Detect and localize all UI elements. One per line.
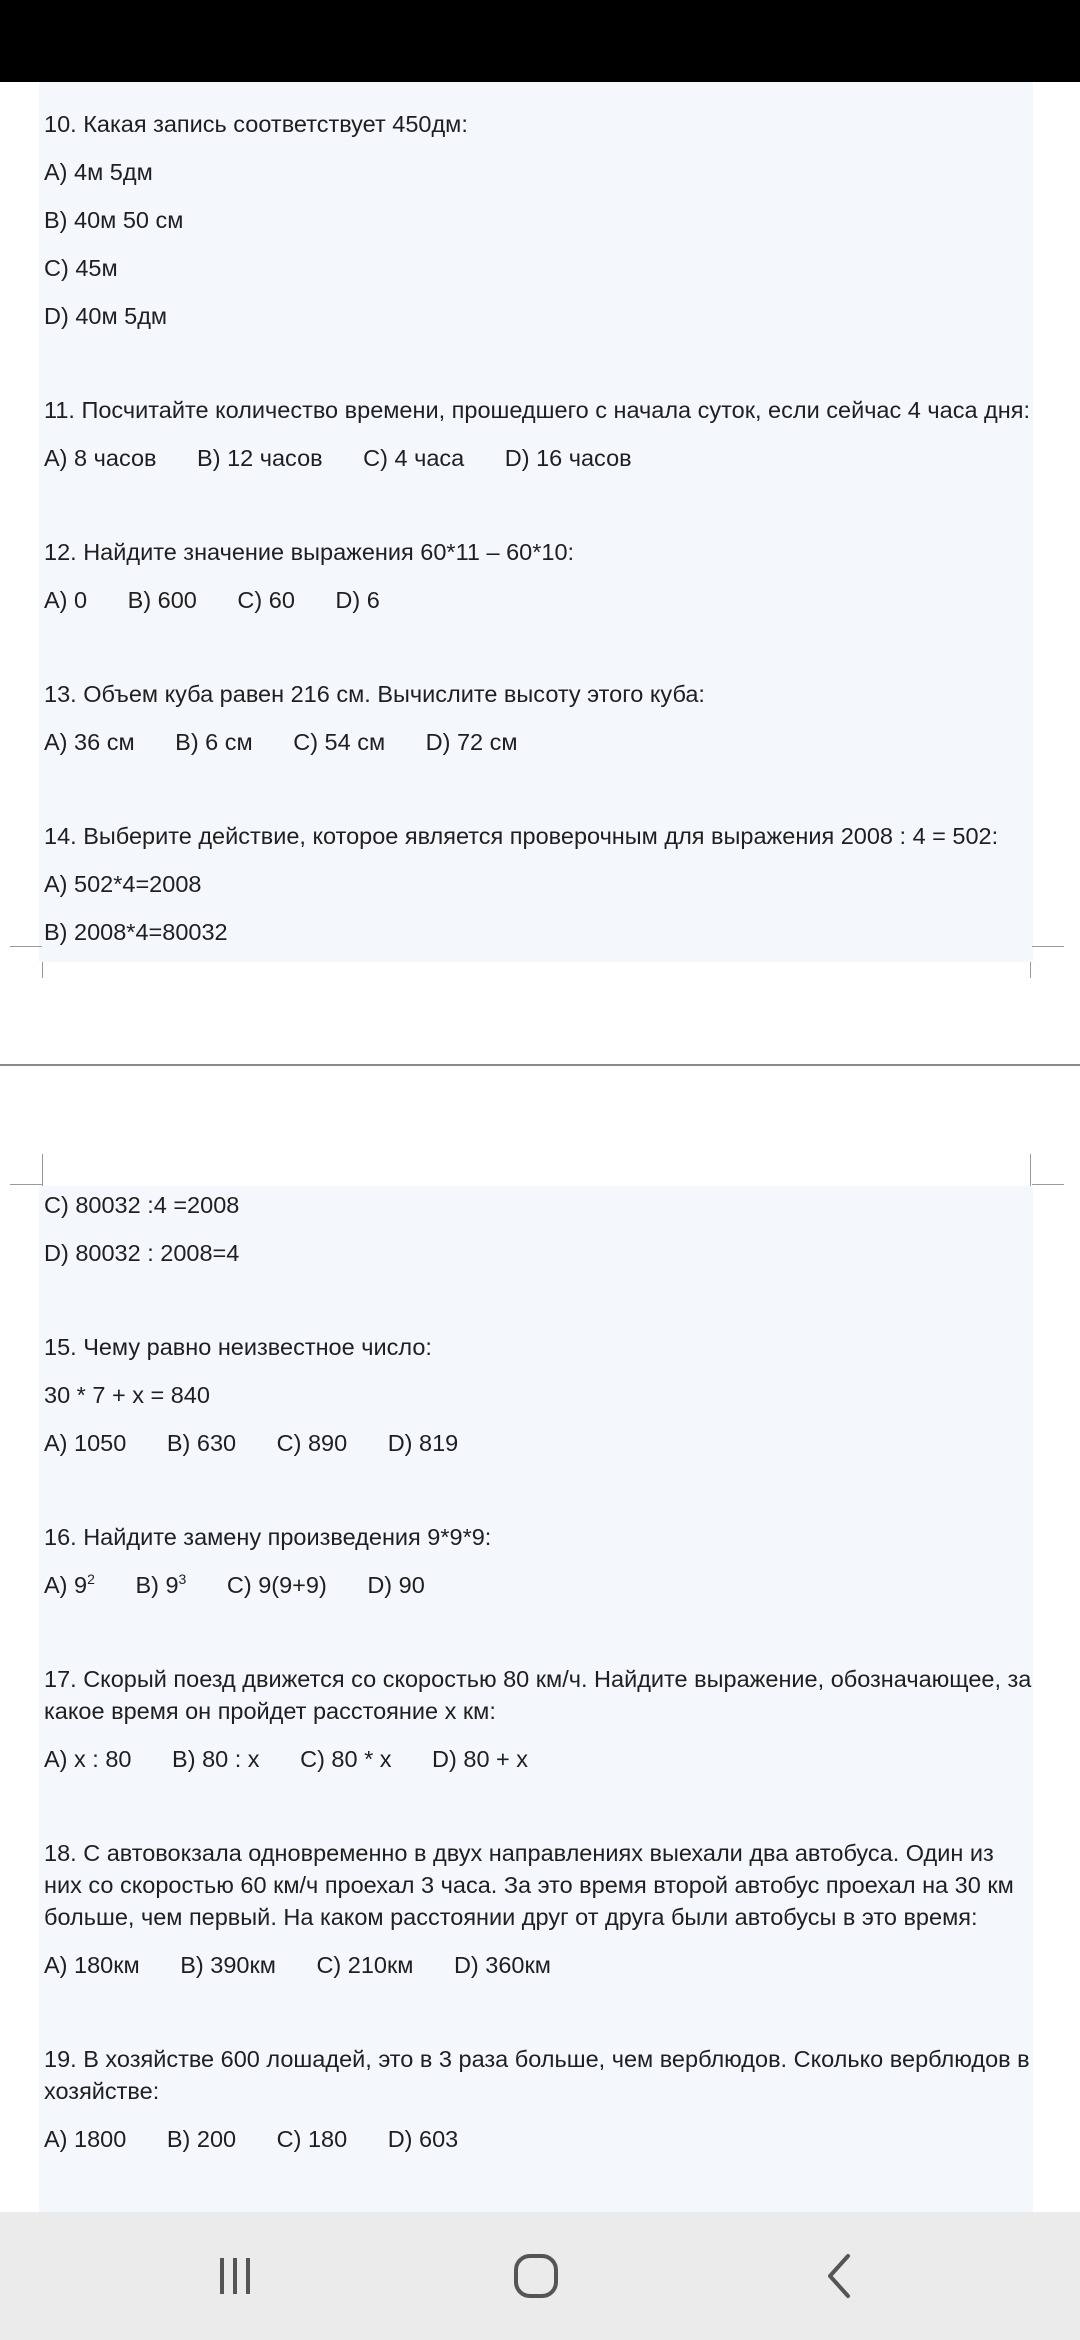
recent-apps-button[interactable]	[165, 2212, 305, 2340]
page-corner-mark	[10, 1184, 42, 1185]
answer-option: D) 360км	[453, 1952, 551, 1978]
page-corner-mark	[1030, 962, 1031, 978]
answer-option: А) 4м 5дм	[44, 159, 153, 185]
answer-option: А) х : 80	[44, 1746, 132, 1772]
question-14-continued	[44, 1181, 1034, 1277]
page-corner-mark	[42, 1154, 43, 1186]
question-text: 15. Чему равно неизвестное число:	[44, 1334, 432, 1360]
answer-option: В) 12 часов	[197, 445, 323, 471]
question-text: 13. Объем куба равен 216 см. Вычислите высоту этого куба:	[44, 681, 705, 707]
option-base: D) 90	[367, 1572, 425, 1598]
question-text: 19. В хозяйстве 600 лошадей, это в 3 раза больше, чем верблюдов. Сколько верблюдов в хозяйстве:	[44, 2046, 1030, 2104]
answer-option: С) 4 часа	[363, 445, 465, 471]
back-icon	[820, 2252, 860, 2300]
question-18	[44, 1829, 1034, 1989]
answer-option: С) 80 * х	[300, 1746, 392, 1772]
page-corner-mark	[42, 962, 43, 978]
question-17	[44, 1655, 1034, 1783]
back-button[interactable]	[770, 2212, 910, 2340]
answer-option: В) 80 : х	[172, 1746, 260, 1772]
answer-options-row	[44, 434, 1034, 482]
answer-option: С) 60	[237, 587, 295, 613]
answer-option: В) 6 см	[175, 729, 253, 755]
answer-option: В) 40м 50 см	[44, 207, 184, 233]
answer-options-row	[44, 2115, 1034, 2163]
option-base: В) 9	[135, 1572, 179, 1598]
page-corner-mark	[10, 946, 42, 947]
option-exponent: 2	[87, 1571, 95, 1588]
answer-option: А) 180км	[44, 1952, 140, 1978]
question-text: 18. С автовокзала одновременно в двух направлениях выехали два автобуса. Один из них со скоростью 60 км/ч проехал 3 часа. За это время второй автобус проехал на 30 км больше, чем первый. На каком расстоянии друг от друга были автобусы в это время:	[44, 1840, 1014, 1930]
page-2-content	[44, 1181, 1034, 2163]
answer-options-row	[44, 718, 1034, 766]
answer-option: D) 80032 : 2008=4	[44, 1240, 240, 1266]
answer-option: С) 80032 :4 =2008	[44, 1192, 240, 1218]
answer-option	[135, 1561, 186, 1609]
answer-option: А) 1800	[44, 2126, 127, 2152]
question-19	[44, 2035, 1034, 2163]
answer-option: В) 600	[127, 587, 197, 613]
answer-option: D) 6	[335, 587, 380, 613]
answer-option: В) 390км	[180, 1952, 276, 1978]
answer-options-row	[44, 576, 1034, 624]
answer-option: D) 16 часов	[504, 445, 632, 471]
page-break-divider	[0, 1064, 1080, 1066]
question-13	[44, 670, 1034, 766]
answer-option: В) 2008*4=80032	[44, 919, 228, 945]
question-11	[44, 386, 1034, 482]
option-base: А) 9	[44, 1572, 88, 1598]
answer-option	[367, 1561, 424, 1609]
question-text: 17. Скорый поезд движется со скоростью 80 км/ч. Найдите выражение, обозначающее, за какое время он пройдет расстояние х км:	[44, 1666, 1032, 1724]
page-corner-mark	[1032, 1184, 1064, 1185]
answer-options-row	[44, 1735, 1034, 1783]
answer-option: А) 8 часов	[44, 445, 157, 471]
recent-apps-icon	[213, 2254, 257, 2298]
question-text: 12. Найдите значение выражения 60*11 – 60*10:	[44, 539, 575, 565]
answer-options-row	[44, 1941, 1034, 1989]
option-base: С) 9(9+9)	[226, 1572, 327, 1598]
answer-option: А) 1050	[44, 1430, 127, 1456]
answer-option: С) 210км	[316, 1952, 414, 1978]
home-icon	[512, 2252, 560, 2300]
answer-option: С) 45м	[44, 255, 118, 281]
page-corner-mark	[1032, 946, 1064, 947]
answer-options-row	[44, 1561, 1034, 1609]
question-text: 16. Найдите замену произведения 9*9*9:	[44, 1524, 492, 1550]
answer-option: А) 36 см	[44, 729, 135, 755]
answer-option: А) 0	[44, 587, 88, 613]
question-equation: 30 * 7 + х = 840	[44, 1382, 210, 1408]
answer-option: С) 890	[276, 1430, 348, 1456]
answer-option: D) 603	[387, 2126, 459, 2152]
question-14	[44, 812, 1034, 956]
answer-option: С) 180	[276, 2126, 348, 2152]
answer-option: D) 819	[387, 1430, 459, 1456]
answer-option: С) 54 см	[293, 729, 386, 755]
answer-option	[227, 1561, 327, 1609]
answer-option: D) 80 + х	[432, 1746, 529, 1772]
question-16	[44, 1513, 1034, 1609]
answer-option	[44, 1561, 95, 1609]
answer-options-row	[44, 1419, 1034, 1467]
answer-option: А) 502*4=2008	[44, 871, 202, 897]
home-button[interactable]	[466, 2212, 606, 2340]
answer-option: В) 200	[166, 2126, 237, 2152]
question-text: 10. Какая запись соответствует 450дм:	[44, 111, 468, 137]
question-15	[44, 1323, 1034, 1467]
option-exponent: 3	[178, 1571, 187, 1588]
question-12	[44, 528, 1034, 624]
answer-option: D) 72 см	[425, 729, 518, 755]
question-text: 11. Посчитайте количество времени, прошедшего с начала суток, если сейчас 4 часа дня:	[44, 397, 1030, 423]
answer-option: В) 630	[166, 1430, 237, 1456]
answer-option: D) 40м 5дм	[44, 303, 168, 329]
navigation-bar	[0, 2212, 1080, 2340]
question-10	[44, 100, 1034, 340]
question-text: 14. Выберите действие, которое является проверочным для выражения 2008 : 4 = 502:	[44, 823, 999, 849]
status-bar	[0, 0, 1080, 82]
page-1-content	[44, 100, 1034, 956]
